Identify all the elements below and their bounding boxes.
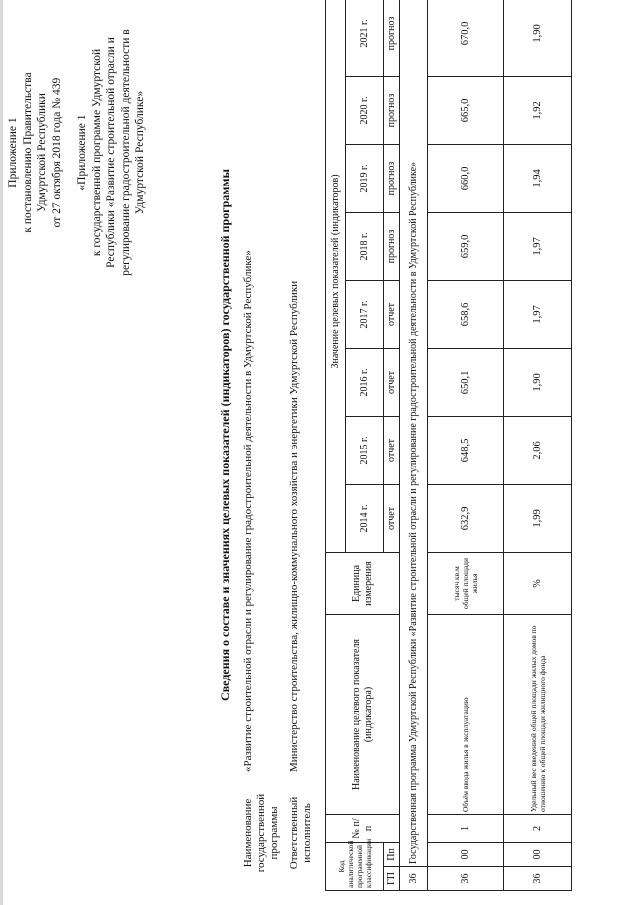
year-cell: 2015 г. <box>346 416 384 484</box>
program-row-text: Государственная программа Удмуртской Республики «Развитие строительной отрасли и регулирование градостроительной деятельности в Удмуртской Республике» <box>400 0 428 867</box>
appendix-quote-line: «Приложение 1 <box>76 114 88 191</box>
value-cell: 1,90 <box>504 348 572 416</box>
gp-header: ГП <box>384 867 400 891</box>
indicator-name: Объём ввода жилья в эксплуатацию <box>428 614 504 814</box>
num-header: № п/п <box>326 814 400 842</box>
name-header: Наименование целевого показателя (индикатора) <box>326 614 400 814</box>
program-value: «Развитие строительной отрасли и регулирование градостроительной деятельности в Удмуртской Республике» <box>242 250 254 772</box>
unit-cell: % <box>504 552 572 614</box>
indicator-name: Удельный вес введенной общей площади жилых домов по отношению к общей площади жилищного фонда <box>504 614 572 814</box>
num-cell: 1 <box>428 814 504 842</box>
value-cell: 1,94 <box>504 144 572 212</box>
year-cell: 2019 г. <box>346 144 384 212</box>
year-cell: 2021 г. <box>346 0 384 76</box>
appendix-block <box>6 10 148 295</box>
value-cell: 660,0 <box>428 144 504 212</box>
value-cell: 1,99 <box>504 484 572 552</box>
value-cell: 1,97 <box>504 212 572 280</box>
year-cell: 2017 г. <box>346 280 384 348</box>
program-row <box>400 0 428 891</box>
appendix-quote-line: к государственной программе Удмуртской <box>90 48 103 257</box>
status-cell: отчет <box>384 416 400 484</box>
document-heading: Сведения о составе и значениях целевых показателей (индикаторов) государственной программы <box>218 169 232 701</box>
gp-cell: 36 <box>400 867 428 891</box>
num-cell: 2 <box>504 814 572 842</box>
value-cell: 2,06 <box>504 416 572 484</box>
pp-cell: 00 <box>428 842 504 866</box>
executor-label: Ответственный исполнитель <box>288 796 313 870</box>
year-cell: 2016 г. <box>346 348 384 416</box>
year-cell: 2014 г. <box>346 484 384 552</box>
status-cell: отчет <box>384 348 400 416</box>
value-cell: 632,9 <box>428 484 504 552</box>
values-header: Значение целевых показателей (индикаторов) <box>326 0 346 552</box>
value-cell: 658,6 <box>428 280 504 348</box>
appendix-line: Удмуртской Республики <box>36 93 48 212</box>
gp-cell: 36 <box>504 867 572 891</box>
unit-cell: тысяч кв.м общей площади жилья <box>428 552 504 614</box>
appendix-line: Приложение 1 <box>7 117 19 188</box>
status-cell: прогноз <box>384 76 400 144</box>
status-cell: прогноз <box>384 0 400 76</box>
appendix-quote-line: регулирование градостроительной деятельности в <box>119 29 132 276</box>
appendix-line: к постановлению Правительства <box>21 72 34 233</box>
code-header: Код аналитической программной классификации <box>326 842 384 890</box>
appendix-line: от 27 октября 2018 года № 439 <box>50 77 63 228</box>
value-cell: 665,0 <box>428 76 504 144</box>
executor-value: Министерство строительства, жилищно-коммунального хозяйства и энергетики Удмуртской Республики <box>288 280 300 772</box>
pp-cell: 00 <box>504 842 572 866</box>
value-cell: 1,92 <box>504 76 572 144</box>
year-cell: 2018 г. <box>346 212 384 280</box>
status-cell: прогноз <box>384 144 400 212</box>
appendix-quote-line: Удмуртской Республике» <box>134 90 146 215</box>
table-row <box>428 0 504 891</box>
indicators-table <box>325 0 572 891</box>
status-cell: отчет <box>384 280 400 348</box>
pp-header: Пп <box>384 842 400 866</box>
value-cell: 648,5 <box>428 416 504 484</box>
status-cell: отчет <box>384 484 400 552</box>
unit-header: Единица измерения <box>326 552 400 614</box>
table-row <box>504 0 572 891</box>
gp-cell: 36 <box>428 867 504 891</box>
value-cell: 1,90 <box>504 0 572 76</box>
year-cell: 2020 г. <box>346 76 384 144</box>
value-cell: 1,97 <box>504 280 572 348</box>
appendix-quote-line: Республики «Развитие строительной отрасли и <box>105 37 117 268</box>
value-cell: 659,0 <box>428 212 504 280</box>
status-cell: прогноз <box>384 212 400 280</box>
program-label: Наименование государственной программы <box>242 793 280 873</box>
value-cell: 670,0 <box>428 0 504 76</box>
value-cell: 650,1 <box>428 348 504 416</box>
